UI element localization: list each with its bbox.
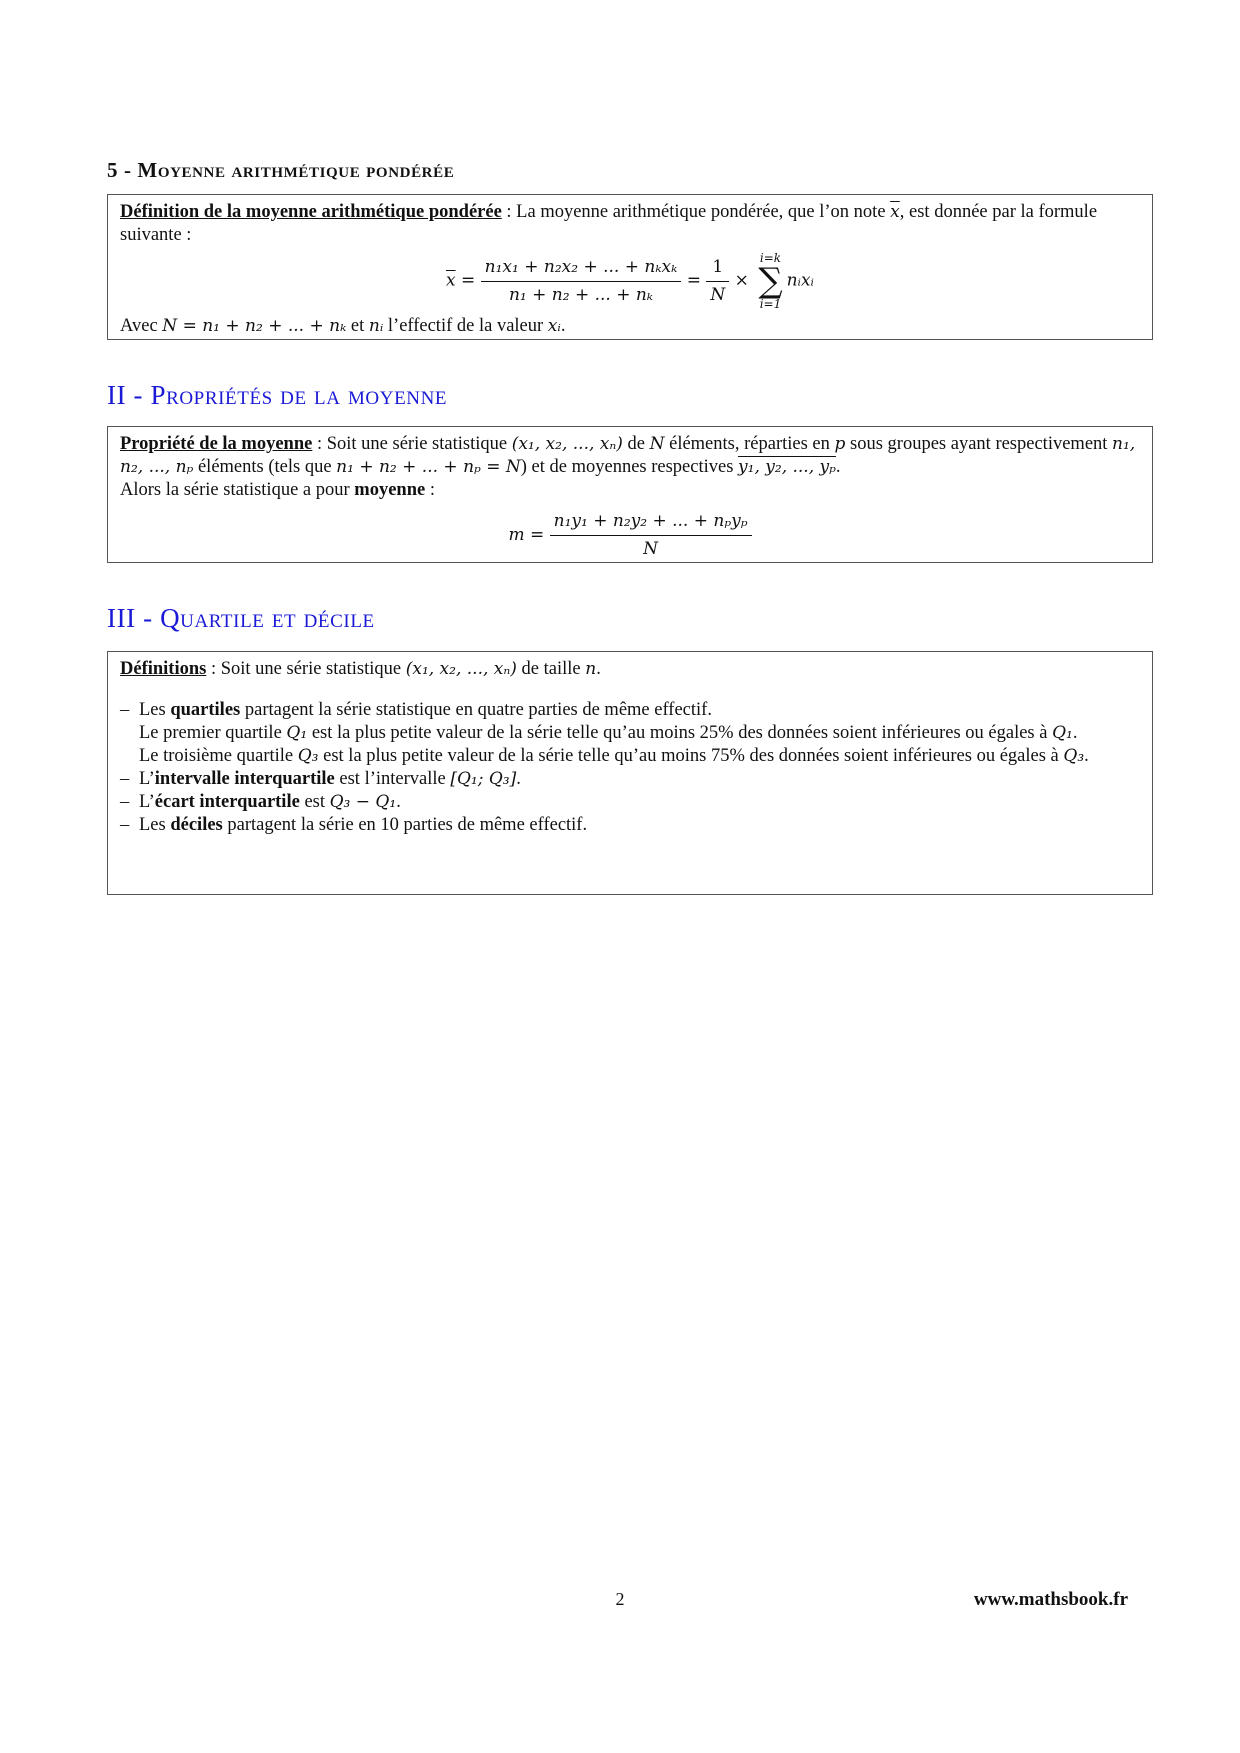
bold-term: intervalle interquartile bbox=[154, 769, 335, 789]
xbar-symbol: $\overline{x}$ bbox=[890, 202, 900, 222]
mean-formula bbox=[120, 510, 1140, 561]
definitions-term: Définitions bbox=[120, 659, 207, 679]
definition-term: Définition de la moyenne arithmétique pondérée bbox=[120, 202, 502, 222]
math-inline: y₁, y₂, ..., yₚ bbox=[738, 457, 836, 477]
text-part: . bbox=[560, 316, 566, 336]
first-quartile-text bbox=[139, 722, 1140, 745]
text-part: et bbox=[346, 316, 369, 336]
list-item-interquartile-interval bbox=[120, 768, 1140, 791]
math-inline: p bbox=[834, 434, 846, 454]
formula-numerator: n₁y₁ + n₂y₂ + ... + nₚyₚ bbox=[550, 510, 752, 536]
sum-term: nᵢxᵢ bbox=[786, 270, 814, 291]
text-part: partagent la série statistique en quatre parties de même effectif. bbox=[240, 700, 712, 720]
text-part: éléments (tels que bbox=[193, 457, 337, 477]
text-part: L’ bbox=[139, 792, 155, 812]
text-part: est bbox=[299, 792, 330, 812]
property-box-mean bbox=[107, 426, 1153, 563]
text-part: . bbox=[596, 659, 601, 679]
definition-text-part: , est donnée par la formule suivante : bbox=[120, 202, 1098, 245]
text-part: Les bbox=[139, 700, 171, 720]
sum-symbol: i=k ∑ i=1 bbox=[758, 251, 783, 311]
text-part: . bbox=[1072, 723, 1078, 743]
bold-term: quartiles bbox=[170, 700, 241, 720]
property-conclusion bbox=[120, 479, 1140, 502]
text-part: . bbox=[1084, 746, 1089, 766]
bold-term: écart interquartile bbox=[154, 792, 300, 812]
text-part: : bbox=[425, 480, 435, 500]
weighted-mean-formula: $\overline{x}$ = $\frac{\text{n₁x₁ + n₂x₂ + ... + nₖxₖ}}{\text{n₁ + n₂ + ... + nₖ}}$ = $\frac{1}{N}$ × i=k ∑ i=1 nᵢxᵢ bbox=[446, 251, 814, 311]
text-part: Le premier quartile bbox=[139, 723, 287, 743]
formula-one-over-n bbox=[706, 256, 729, 307]
page-number: 2 bbox=[615, 1589, 625, 1609]
subsection-title: 5 - Moyenne arithmétique pondérée bbox=[107, 158, 455, 182]
math-inline: xᵢ bbox=[547, 316, 561, 336]
text-part: l’effectif de la valeur bbox=[383, 316, 548, 336]
text-part: de bbox=[622, 434, 650, 454]
formula-n: N bbox=[710, 284, 726, 305]
text-part: de taille bbox=[516, 659, 586, 679]
formula-lhs: m = bbox=[508, 525, 545, 545]
formula-denominator: n₁ + n₂ + ... + nₖ bbox=[508, 284, 654, 305]
definition-text bbox=[120, 201, 1140, 247]
text-part: L’ bbox=[139, 769, 155, 789]
text-part: sous groupes ayant respectivement bbox=[845, 434, 1113, 454]
third-quartile-text bbox=[139, 745, 1140, 768]
definition-box-weighted-mean bbox=[107, 194, 1153, 340]
math-inline: N bbox=[649, 434, 665, 454]
text-part: est la plus petite valeur de la série telle qu’au moins 25% des données soient inférieures ou égales à bbox=[307, 723, 1053, 743]
list-item-quartiles bbox=[120, 699, 1140, 768]
bold-term: déciles bbox=[170, 815, 223, 835]
section-title-properties: II - Propriétés de la moyenne bbox=[107, 380, 448, 410]
sum-upper-limit: i=k bbox=[759, 251, 782, 265]
text-part: Alors la série statistique a pour bbox=[120, 480, 355, 500]
definitions-list bbox=[120, 699, 1140, 837]
math-inline: N = n₁ + n₂ + ... + nₖ bbox=[162, 316, 347, 336]
list-item-interquartile-range bbox=[120, 791, 1140, 814]
text-part: : Soit une série statistique bbox=[206, 659, 406, 679]
definitions-box-quartiles bbox=[107, 651, 1153, 895]
list-item-deciles bbox=[120, 814, 1140, 837]
property-term: Propriété de la moyenne bbox=[120, 434, 313, 454]
text-part: éléments, réparties en bbox=[664, 434, 835, 454]
formula-fraction bbox=[550, 510, 752, 561]
math-inline: Q₃ bbox=[1063, 746, 1085, 766]
section-title-quartiles: III - Quartile et décile bbox=[107, 603, 375, 633]
definitions-intro bbox=[120, 658, 1140, 681]
formula-fraction bbox=[481, 256, 682, 307]
math-inline: Q₃ − Q₁ bbox=[329, 792, 397, 812]
site-link[interactable]: www.mathsbook.fr bbox=[973, 1589, 1128, 1610]
math-inline: Q₁ bbox=[286, 723, 308, 743]
text-part: est l’intervalle bbox=[334, 769, 451, 789]
math-inline: [Q₁; Q₃] bbox=[450, 769, 517, 789]
definition-footer-text bbox=[120, 315, 1140, 338]
formula-denominator: N bbox=[643, 539, 659, 559]
text-part: Les bbox=[139, 815, 171, 835]
math-inline: n₁ + n₂ + ... + nₚ = N bbox=[336, 457, 521, 477]
bold-term: moyenne bbox=[354, 480, 426, 500]
property-text bbox=[120, 433, 1140, 479]
formula-lhs: $\overline{x}$ bbox=[446, 270, 456, 291]
math-inline: (x₁, x₂, ..., xₙ) bbox=[405, 659, 517, 679]
math-inline: (x₁, x₂, ..., xₙ) bbox=[511, 434, 623, 454]
text-part: Le troisième quartile bbox=[139, 746, 298, 766]
math-inline: n₁, n₂, ..., nₚ bbox=[120, 434, 1136, 477]
formula-numerator: n₁x₁ + n₂x₂ + ... + nₖxₖ bbox=[481, 256, 682, 282]
text-part: ) et de moyennes respectives bbox=[520, 457, 739, 477]
math-inline: n bbox=[585, 659, 597, 679]
text-part: est la plus petite valeur de la série telle qu’au moins 75% des données soient inférieures ou égales à bbox=[318, 746, 1064, 766]
text-part: : Soit une série statistique bbox=[312, 434, 512, 454]
text-part: . bbox=[516, 769, 521, 789]
math-inline: Q₃ bbox=[297, 746, 319, 766]
definition-text-part: : La moyenne arithmétique pondérée, que l’on note bbox=[501, 202, 891, 222]
text-part: partagent la série en 10 parties de même effectif. bbox=[222, 815, 588, 835]
math-inline: nᵢ bbox=[368, 316, 384, 336]
math-inline: Q₁ bbox=[1052, 723, 1073, 743]
text-part: Avec bbox=[120, 316, 163, 336]
sum-lower-limit: i=1 bbox=[759, 297, 782, 311]
text-part: . bbox=[835, 457, 841, 477]
text-part: . bbox=[396, 792, 401, 812]
formula-one: 1 bbox=[706, 256, 729, 282]
